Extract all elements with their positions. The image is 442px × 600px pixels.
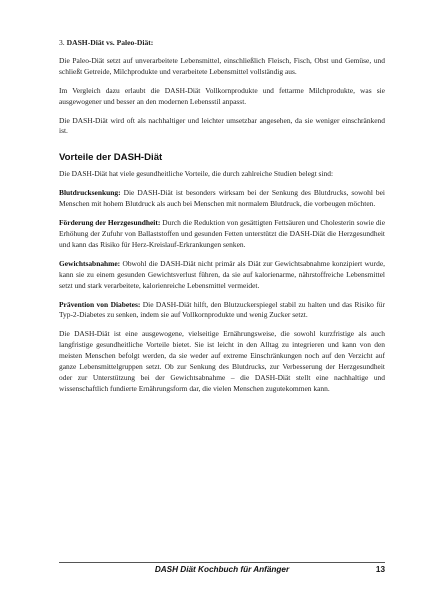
section-heading: Vorteile der DASH-Diät: [59, 152, 163, 164]
conclusion-paragraph: Die DASH-Diät ist eine ausgewogene, vielseitige Ernährungsweise, die sowohl kurzfristige als auch langfristige gesundheitliche Vorteile bietet. Sie ist leicht in den Alltag zu integrieren und kann von den meisten Menschen befolgt werden, da sie weder auf extreme Einschränkungen noch auf den Verzicht auf ganze Lebensmittelgruppen setzt. Ob zur Senkung des Blutdrucks, zur Verbesserung der Herzgesundheit oder zur Unterstützung bei der Gewichtsabnahme – die DASH-Diät stellt eine nachhaltige und wissenschaftlich fundierte Ernährungsform dar, die vielen Menschen zugutekommen kann.: [59, 329, 385, 393]
page-footer: [59, 562, 385, 576]
page-content: [59, 38, 385, 403]
subsection-number: 3.: [59, 38, 65, 47]
footer-divider: [59, 562, 385, 563]
benefit-blood-pressure: [59, 188, 385, 210]
benefit-term: Gewichtsabnahme:: [59, 258, 121, 268]
benefit-weight-loss: [59, 259, 385, 292]
subsection-heading: [59, 38, 385, 49]
benefit-text: Durch die Reduktion von gesättigten Fettsäuren und Cholesterin sowie die Erhöhung der Zufuhr von Ballaststoffen und gesunden Fetten unterstützt die DASH-Diät die Herzgesundheit und kann das Risiko für Herz-Kreislauf-Erkrankungen senken.: [59, 218, 385, 249]
page-number: 13: [375, 565, 385, 574]
section-intro: Die DASH-Diät hat viele gesundheitliche Vorteile, die durch zahlreiche Studien belegt sind:: [59, 169, 334, 179]
paragraph-dash-comparison: Im Vergleich dazu erlaubt die DASH-Diät Vollkornprodukte und fettarme Milchprodukte, was sie ausgewogener und besser an den modernen Lebensstil anpasst.: [59, 85, 385, 106]
benefit-heart-health: [59, 218, 385, 251]
benefit-text: Die DASH-Diät hilft, den Blutzuckerspiegel stabil zu halten und das Risiko für Typ-2-Diabetes zu senken, indem sie auf Vollkornprodukte und wenig Zucker setzt.: [59, 299, 385, 320]
footer-book-title: DASH Diät Kochbuch für Anfänger: [154, 565, 290, 574]
subsection-title: DASH-Diät vs. Paleo-Diät:: [66, 38, 154, 47]
benefit-text: Die DASH-Diät ist besonders wirksam bei der Senkung des Blutdrucks, sowohl bei Menschen mit hohem Blutdruck als auch bei Menschen mit normalem Blutdruck, die vorbeugen möchten.: [59, 188, 385, 209]
benefit-text: Obwohl die DASH-Diät nicht primär als Diät zur Gewichtsabnahme konzipiert wurde, kann sie zu einem gesunden Gewichtsverlust führen, da sie auf kalorienarme, nährstoffreiche Lebensmittel setzt und stark verarbeitete, kalorienreiche Lebensmittel vermeidet.: [59, 258, 385, 290]
benefit-term: Blutdrucksenkung:: [59, 188, 121, 198]
benefit-term: Prävention von Diabetes:: [59, 299, 141, 309]
benefit-term: Förderung der Herzgesundheit:: [59, 218, 161, 228]
benefit-diabetes-prevention: [59, 300, 385, 322]
paragraph-dash-sustainability: Die DASH-Diät wird oft als nachhaltiger und leichter umsetzbar angesehen, da sie weniger einschränkend ist.: [59, 115, 385, 136]
paragraph-paleo-description: Die Paleo-Diät setzt auf unverarbeitete Lebensmittel, einschließlich Fleisch, Fisch, Obst und Gemüse, und schließt Getreide, Milchprodukte und verarbeitete Lebensmittel vollständig aus.: [59, 55, 385, 76]
